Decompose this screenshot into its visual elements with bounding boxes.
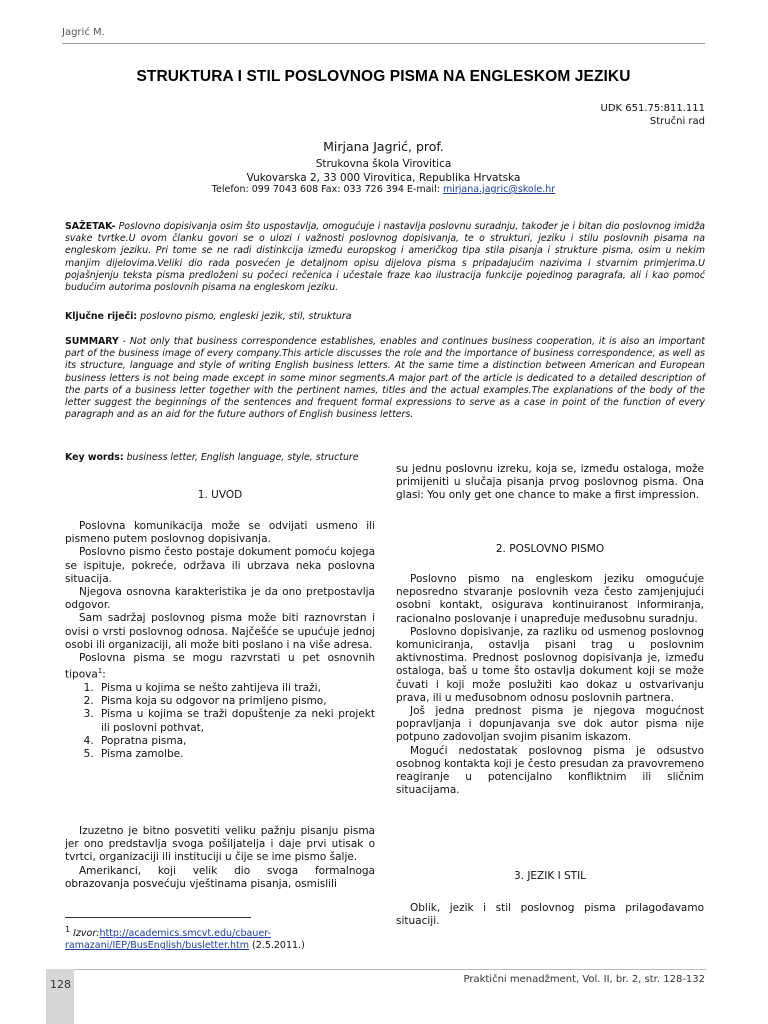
right-column-bottom xyxy=(396,902,704,928)
address: Vukovarska 2, 33 000 Virovitica, Republika Hrvatska xyxy=(246,172,521,184)
paragraph: Poslovno pismo često postaje dokument pomoću kojega se ispituje, pokreće, održava ili ubrzava neka poslovna situacija. xyxy=(65,546,375,585)
abstract-hr xyxy=(65,221,705,294)
left-column-lower xyxy=(65,825,375,891)
p5-colon: : xyxy=(102,668,106,681)
keywords-hr xyxy=(65,311,705,323)
contact-text: Telefon: 099 7043 608 Fax: 033 726 394 E-mail: xyxy=(211,184,443,195)
contact-line xyxy=(62,184,705,195)
classification-block xyxy=(601,102,705,128)
kljucne-label: Ključne riječi: xyxy=(65,311,138,322)
sec2-title: 2. POSLOVNO PISMO xyxy=(495,543,605,555)
paragraph: Poslovna komunikacija može se odvijati usmeno ili pismeno putem poslovnog dopisivanja. xyxy=(65,520,375,546)
paragraph: Sam sadržaj poslovnog pisma može biti raznovrstan i ovisi o vrsti poslovnog odnosa. Najčešće se upućuje jednoj osobi ili organizaciji, ali može biti poslano i na više adresa. xyxy=(65,612,375,651)
left-column-body xyxy=(65,520,375,761)
header-rule xyxy=(62,43,705,44)
paragraph xyxy=(65,652,375,682)
sazetak-label: SAŽETAK- xyxy=(65,221,116,232)
journal-citation: Praktični menadžment, Vol. II, br. 2, str. 128-132 xyxy=(463,974,705,985)
page-number: 128 xyxy=(50,978,71,991)
letter-types-list xyxy=(65,682,375,761)
affiliation: Strukovna škola Virovitica xyxy=(315,158,452,170)
right-column-top xyxy=(396,463,704,503)
email-link[interactable]: mirjana.jagric@skole.hr xyxy=(442,184,556,195)
paragraph: Amerikanci, koji velik dio svoga formalnoga obrazovanja posvećuju vještinama pisanja, osmislili xyxy=(65,864,375,890)
list-item: 5. Pisma zamolbe. xyxy=(97,748,375,761)
keywords-label: Key words: xyxy=(65,452,124,463)
list-item: 4. Popratna pisma, xyxy=(97,735,375,748)
section-3-heading xyxy=(396,870,704,883)
paragraph: Poslovno pismo na engleskom jeziku omogućuje neposredno stvaranje poslovnih veza često zamjenjujući osobni kontakt, osigurava kontinuiranost informiranja, racionalno poslovanje i unapređuje međusobnu suradnju. xyxy=(396,573,704,625)
paragraph: su jednu poslovnu izreku, koja se, između ostaloga, može primijeniti u slučaja pisanja prvog poslovnog pisma. Ona glasi: You only get one chance to make a first impression. xyxy=(396,463,704,502)
footnote-link[interactable]: http://academics.smcvt.edu/cbauer-ramazani/IEP/BusEnglish/busletter.htm xyxy=(65,928,271,952)
footnote-label: Izvor: xyxy=(70,928,100,940)
author-name: Mirjana Jagrić, prof. xyxy=(323,139,444,154)
list-item: 1. Pisma u kojima se nešto zahtijeva ili traži, xyxy=(97,682,375,695)
section-2-heading xyxy=(396,543,704,556)
footnote-ref[interactable]: 1 xyxy=(97,667,103,676)
abstract-en xyxy=(65,336,705,421)
footnote xyxy=(65,924,377,952)
paragraph: Izuzetno je bitno posvetiti veliku pažnju pisanju pisma jer ono predstavlja svoga pošiljatelja i daje prvi utisak o tvrtci, organizaciji ili instituciji u čije se ime pismo šalje. xyxy=(65,825,375,864)
footnote-rule xyxy=(65,917,251,918)
sazetak-text: Poslovno dopisivanja osim što uspostavlja, omogućuje i nastavlja poslovnu suradnju, također je i bitan dio poslovnog imidža svake tvrtke.U ovom članku govori se o ulozi i važnosti poslovnog dopisivanja, te o strukturi, jeziku i stilu poslovnih pisama na engleskom jeziku. Pri tome se ne radi distinkcija između europskog i američkog tipa stila pisanja i strukture pisma, osim u nekim manjim dijelovima.Veliki dio rada posvećen je detaljnom opisu dijelova pisma s pripadajućim nazivima i stvarnim primjerima.U pojašnjenju teksta pisma predloženi su počeci rečenica i učestale fraze kao ilustracija funkcije pojedinog paragrafa, ali i kao pomoć budućim autorima poslovnih pisama na engleskom jeziku. xyxy=(65,221,705,294)
footer-rule xyxy=(46,969,706,970)
list-item: 2. Pisma koja su odgovor na primljeno pismo, xyxy=(97,695,375,708)
paper-title: STRUKTURA I STIL POSLOVNOG PISMA NA ENGLESKOM JEZIKU xyxy=(136,68,631,85)
sec3-title: 3. JEZIK I STIL xyxy=(513,870,587,882)
footnote-number: 1 xyxy=(65,925,71,934)
paragraph: Mogući nedostatak poslovnog pisma je odsustvo osobnog kontakta koji je često presudan za pravovremeno reagiranje u potencijalno konfliktnim ili sličnim situacijama. xyxy=(396,744,704,797)
kljucne-text: poslovno pismo, engleski jezik, stil, struktura xyxy=(137,311,352,322)
keywords-text: business letter, English language, style, structure xyxy=(123,452,359,463)
footnote-date: (2.5.2011.) xyxy=(249,940,305,952)
section-1-heading xyxy=(65,489,375,502)
list-item: 3. Pisma u kojima se traži dopuštenje za neki projekt ili poslovni pothvat, xyxy=(97,708,375,734)
paragraph: Oblik, jezik i stil poslovnog pisma prilagođavamo situaciji. xyxy=(396,902,704,928)
summary-text: - Not only that business correspondence establishes, enables and continues business cooperation, it is also an important part of the business image of every company.This article discusses the role and the importance of business correspondence, as well as its structure, language and style of writing English business letters. At the same time a distinction between American and European business letters is not being made except in some minor segments.A major part of the article is dedicated to a detailed description of the parts of a business letter together with the pertinent names, titles and the actual examples.The explanations of the body of the letter suggest the beginnings of the sentences and frequent formal expressions to serve as a case in point of the function of every paragraph and as an aid for the future authors of English business letters. xyxy=(65,336,705,421)
udk-code: UDK 651.75:811.111 xyxy=(600,103,705,114)
paragraph: Još jedna prednost pisma je njegova mogućnost popravljanja i dopunjavanja sve dok autor pisma nije potpuno zadovoljan svojim pisanim iskazom. xyxy=(396,705,704,744)
paragraph: Poslovno dopisivanje, za razliku od usmenog poslovnog komuniciranja, ostavlja pisani trag u poslovnim aktivnostima. Prednost poslovnog dopisivanja je, između ostaloga, baš u tome što ostavlja dokument koji se može čuvati i koji može poslužiti kao dokaz u ostvarivanju prava, ili u međusobnom odnosu poslovnih partnera. xyxy=(396,625,704,704)
right-column-body xyxy=(396,573,704,797)
running-head: Jagrić M. xyxy=(62,27,105,38)
sec1-title: 1. UVOD xyxy=(197,489,243,501)
summary-label: SUMMARY xyxy=(65,336,119,347)
paper-type: Stručni rad xyxy=(649,116,705,127)
paragraph: Njegova osnovna karakteristika je da ono pretpostavlja odgovor. xyxy=(65,586,375,612)
p5-text: Poslovna pisma se mogu razvrstati u pet osnovnih tipova xyxy=(65,652,375,681)
